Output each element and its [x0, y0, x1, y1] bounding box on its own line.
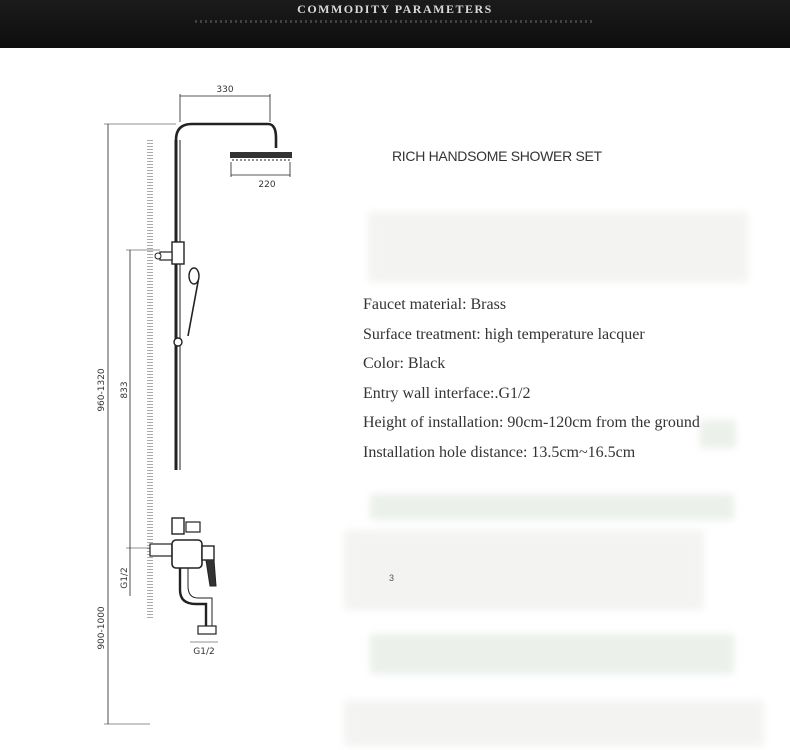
header-banner: [0, 0, 790, 48]
spec-install-height: Height of installation: 90cm-120cm from the ground: [363, 414, 700, 431]
faded-block: [368, 212, 748, 282]
faded-block: [370, 494, 734, 520]
dim-mixer-height: 900-1000: [97, 606, 107, 650]
dim-top-width: 330: [216, 85, 234, 95]
spec-list: [363, 290, 700, 467]
spec-interface: Entry wall interface:.G1/2: [363, 384, 531, 402]
dim-spout-outlet: G1/2: [193, 647, 215, 657]
shower-arm: [176, 124, 276, 148]
header-title: COMMODITY PARAMETERS: [297, 2, 493, 16]
dim-head-diameter: 220: [258, 180, 276, 190]
faded-block: [370, 634, 734, 674]
header-decorative-rule: [195, 20, 595, 23]
spec-color: Color: Black: [363, 355, 446, 372]
mixer-body: [172, 540, 202, 568]
spec-surface: Surface treatment: high temperature lacquer: [363, 325, 645, 343]
faded-block: [344, 530, 704, 610]
faded-block: [700, 420, 736, 448]
stray-mark: 3: [389, 573, 395, 583]
spec-hole-distance: Installation hole distance: 13.5cm~16.5cm: [363, 443, 636, 461]
shower-head: [230, 152, 292, 158]
product-title: RICH HANDSOME SHOWER SET: [392, 148, 602, 164]
dim-total-height: 960-1320: [97, 368, 107, 412]
shower-diagram: [0, 48, 320, 750]
faded-block: [344, 700, 764, 746]
dim-inlet: G1/2: [120, 567, 130, 589]
spec-material: Faucet material: Brass: [363, 296, 507, 313]
diverter-valve: [172, 242, 184, 264]
dim-slide-height: 833: [120, 381, 130, 399]
